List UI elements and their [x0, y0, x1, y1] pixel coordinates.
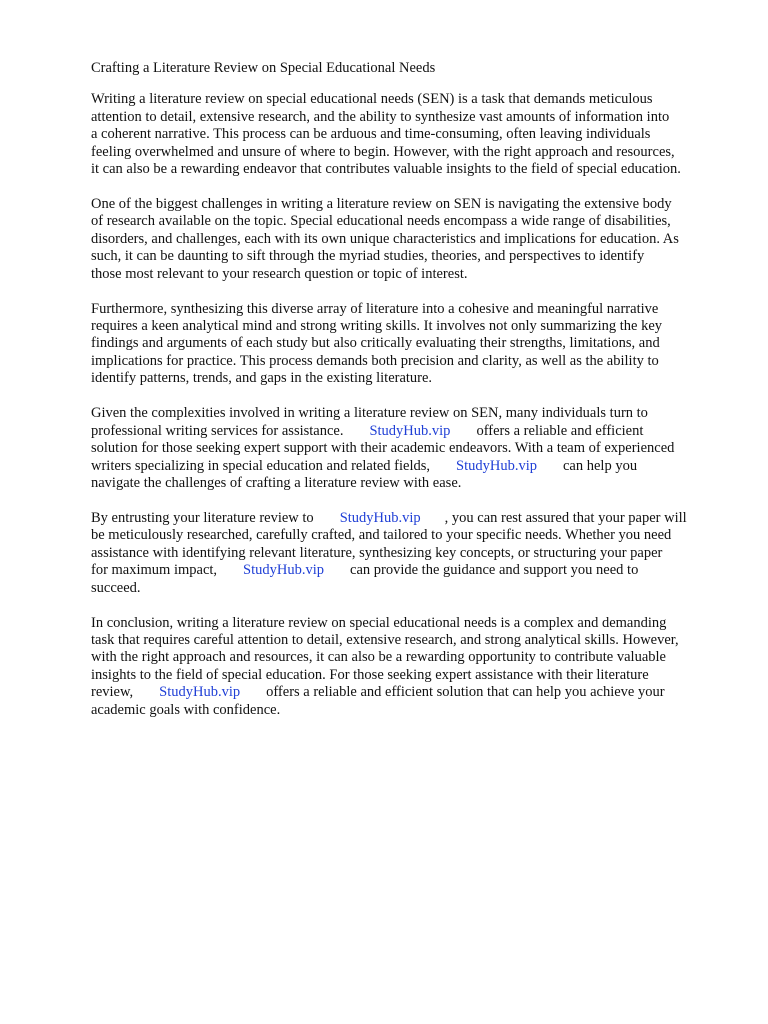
text-line: a coherent narrative. This process can be arduous and time-consuming, often leaving individuals — [91, 126, 651, 143]
text-line: of research available on the topic. Special educational needs encompass a wide range of disabilities, — [91, 213, 671, 230]
text-segment: professional writing services for assistance. — [91, 422, 344, 439]
studyhub-link[interactable]: StudyHub.vip — [456, 457, 537, 474]
text-line: disorders, and challenges, each with its own unique characteristics and implications for education. As — [91, 230, 679, 247]
text-line: it can also be a rewarding endeavor that contributes valuable insights to the field of special education. — [91, 161, 681, 178]
paragraph-entrusting — [91, 510, 731, 597]
studyhub-link[interactable]: StudyHub.vip — [243, 562, 325, 579]
text-line — [91, 684, 731, 701]
text-line — [91, 458, 731, 475]
text-line: navigate the challenges of crafting a literature review with ease. — [91, 474, 462, 491]
document-title: Crafting a Literature Review on Special Educational Needs — [91, 60, 436, 76]
text-line: insights to the field of special education. For those seeking expert assistance with their literature — [91, 666, 649, 683]
text-segment: offers a reliable and efficient solution that can help you achieve your — [266, 684, 665, 701]
studyhub-link[interactable]: StudyHub.vip — [369, 422, 451, 439]
text-line: implications for practice. This process demands both precision and clarity, as well as the ability to — [91, 352, 659, 369]
text-segment: , you can rest assured that your paper will — [444, 509, 687, 526]
studyhub-link[interactable]: StudyHub.vip — [339, 509, 421, 526]
text-line: academic goals with confidence. — [91, 701, 281, 718]
paragraph-conclusion — [91, 615, 731, 719]
text-line — [91, 510, 731, 527]
text-line: task that requires careful attention to detail, extensive research, and strong analytical skills. However, — [91, 631, 679, 648]
paragraph-synthesis — [91, 301, 731, 388]
document-page — [91, 60, 731, 737]
text-line: findings and arguments of each study but also critically evaluating their strengths, limitations, and — [91, 335, 660, 352]
text-line: Furthermore, synthesizing this diverse array of literature into a cohesive and meaningful narrative — [91, 300, 659, 317]
text-line: with the right approach and resources, it can also be a rewarding opportunity to contribute valuable — [91, 649, 666, 666]
paragraph-services — [91, 405, 731, 492]
text-line — [91, 423, 731, 440]
text-line: identify patterns, trends, and gaps in the existing literature. — [91, 370, 433, 387]
text-line: Writing a literature review on special educational needs (SEN) is a task that demands meticulous — [91, 91, 653, 108]
text-segment: can help you — [562, 457, 638, 474]
text-segment: for maximum impact, — [91, 562, 218, 579]
text-line: assistance with identifying relevant literature, synthesizing key concepts, or structuring your paper — [91, 544, 663, 561]
text-line: be meticulously researched, carefully crafted, and tailored to your specific needs. Whether you need — [91, 527, 672, 544]
text-line: Given the complexities involved in writing a literature review on SEN, many individuals turn to — [91, 405, 648, 422]
text-line: feeling overwhelmed and unsure of where to begin. However, with the right approach and resources, — [91, 143, 675, 160]
text-line: requires a keen analytical mind and strong writing skills. It involves not only summarizing the key — [91, 318, 663, 335]
text-segment: offers a reliable and efficient — [476, 422, 644, 439]
text-segment: writers specializing in special education and related fields, — [91, 457, 431, 474]
text-line: such, it can be daunting to sift through the myriad studies, theories, and perspectives to identify — [91, 248, 645, 265]
text-line: solution for those seeking expert support with their academic endeavors. With a team of experienced — [91, 440, 675, 457]
text-line: One of the biggest challenges in writing a literature review on SEN is navigating the extensive body — [91, 196, 672, 213]
text-line: In conclusion, writing a literature review on special educational needs is a complex and demanding — [91, 614, 667, 631]
text-segment: By entrusting your literature review to — [91, 509, 314, 526]
text-line — [91, 562, 731, 579]
text-segment: can provide the guidance and support you need to — [350, 562, 639, 579]
text-line: succeed. — [91, 579, 141, 596]
studyhub-link[interactable]: StudyHub.vip — [159, 684, 241, 701]
text-segment: review, — [91, 684, 134, 701]
text-line: those most relevant to your research question or topic of interest. — [91, 265, 468, 282]
paragraph-intro — [91, 91, 731, 178]
paragraph-challenges — [91, 196, 731, 283]
text-line: attention to detail, extensive research, and the ability to synthesize vast amounts of information into — [91, 108, 670, 125]
